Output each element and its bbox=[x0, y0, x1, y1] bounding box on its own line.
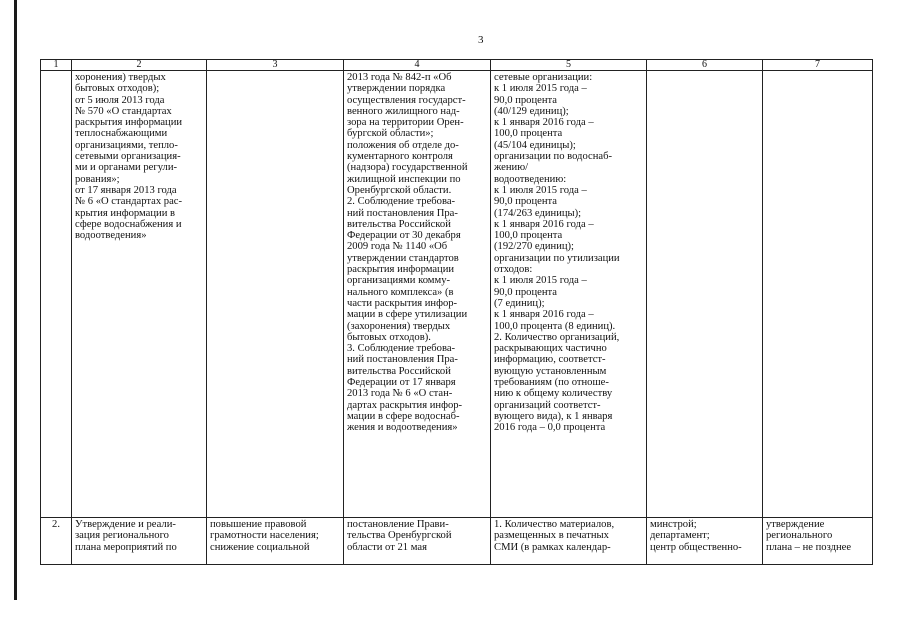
measure-cell: Утверждение и реали- зация регионального плана мероприятий по bbox=[72, 518, 207, 565]
column-number: 1 bbox=[41, 60, 72, 71]
column-number: 4 bbox=[344, 60, 491, 71]
table-row bbox=[41, 518, 873, 565]
table-row bbox=[41, 71, 873, 518]
responsible-cell bbox=[647, 71, 763, 518]
column-number: 5 bbox=[491, 60, 647, 71]
responsible-cell: минстрой; департамент; центр общественно- bbox=[647, 518, 763, 565]
column-number: 6 bbox=[647, 60, 763, 71]
page-number: 3 bbox=[478, 34, 484, 46]
goals-cell bbox=[207, 71, 344, 518]
column-number: 7 bbox=[763, 60, 873, 71]
deadline-cell bbox=[763, 71, 873, 518]
scan-edge-line bbox=[14, 0, 17, 600]
table-header-row bbox=[41, 60, 873, 71]
deadline-cell: утверждение регионального плана – не позднее bbox=[763, 518, 873, 565]
goals-cell: повышение правовой грамотности населения; снижение социальной bbox=[207, 518, 344, 565]
column-number: 3 bbox=[207, 60, 344, 71]
legal-acts-cell: хоронения) твердых бытовых отходов); от 5 июля 2013 года № 570 «О стандартах раскрытия информации теплоснабжающими организациями, тепло- сетевыми организация- ми и органами регули- рования»; от 17 января 2013 года № 6 «О стандартах рас- крытия информации в сфере водоснабжения и водоотведения» bbox=[72, 71, 207, 518]
indicators-cell: 1. Количество материалов, размещенных в печатных СМИ (в рамках календар- bbox=[491, 518, 647, 565]
basis-cell: 2013 года № 842-п «Об утверждении порядка осуществления государст- венного жилищного над- зора на территории Орен- бургской области»; положения об отделе до- кументарного контроля (надзора) государственной жилищной инспекции по Оренбургской области. 2. Соблюдение требова- ний постановления Пра- вительства Российской Федерации от 30 декабря 2009 года № 1140 «Об утверждении стандартов раскрытия информации организациями комму- нального комплекса» (в части раскрытия инфор- мации в сфере утилизации (захоронения) твердых бытовых отходов). 3. Соблюдение требова- ний постановления Пра- вительства Российской Федерации от 17 января 2013 года № 6 «О стан- дартах раскрытия инфор- мации в сфере водоснаб- жения и водоотведения» bbox=[344, 71, 491, 518]
row-number-cell bbox=[41, 71, 72, 518]
row-number-cell: 2. bbox=[41, 518, 72, 565]
basis-cell: постановление Прави- тельства Оренбургской области от 21 мая bbox=[344, 518, 491, 565]
document-table bbox=[40, 59, 873, 565]
indicators-cell: сетевые организации: к 1 июля 2015 года – 90,0 процента (40/129 единиц); к 1 января 2016 года – 100,0 процента (45/104 единицы); организации по водоснаб- жению/ водоотведению: к 1 июля 2015 года – 90,0 процента (174/263 единицы); к 1 января 2016 года – 100,0 процента (192/270 единиц); организации по утилизации отходов: к 1 июля 2015 года – 90,0 процента (7 единиц); к 1 января 2016 года – 100,0 процента (8 единиц). 2. Количество организаций, раскрывающих частично информацию, соответст- вующую установленным требованиям (по отноше- нию к общему количеству организаций соответст- вующего вида), к 1 января 2016 года – 0,0 процента bbox=[491, 71, 647, 518]
column-number: 2 bbox=[72, 60, 207, 71]
